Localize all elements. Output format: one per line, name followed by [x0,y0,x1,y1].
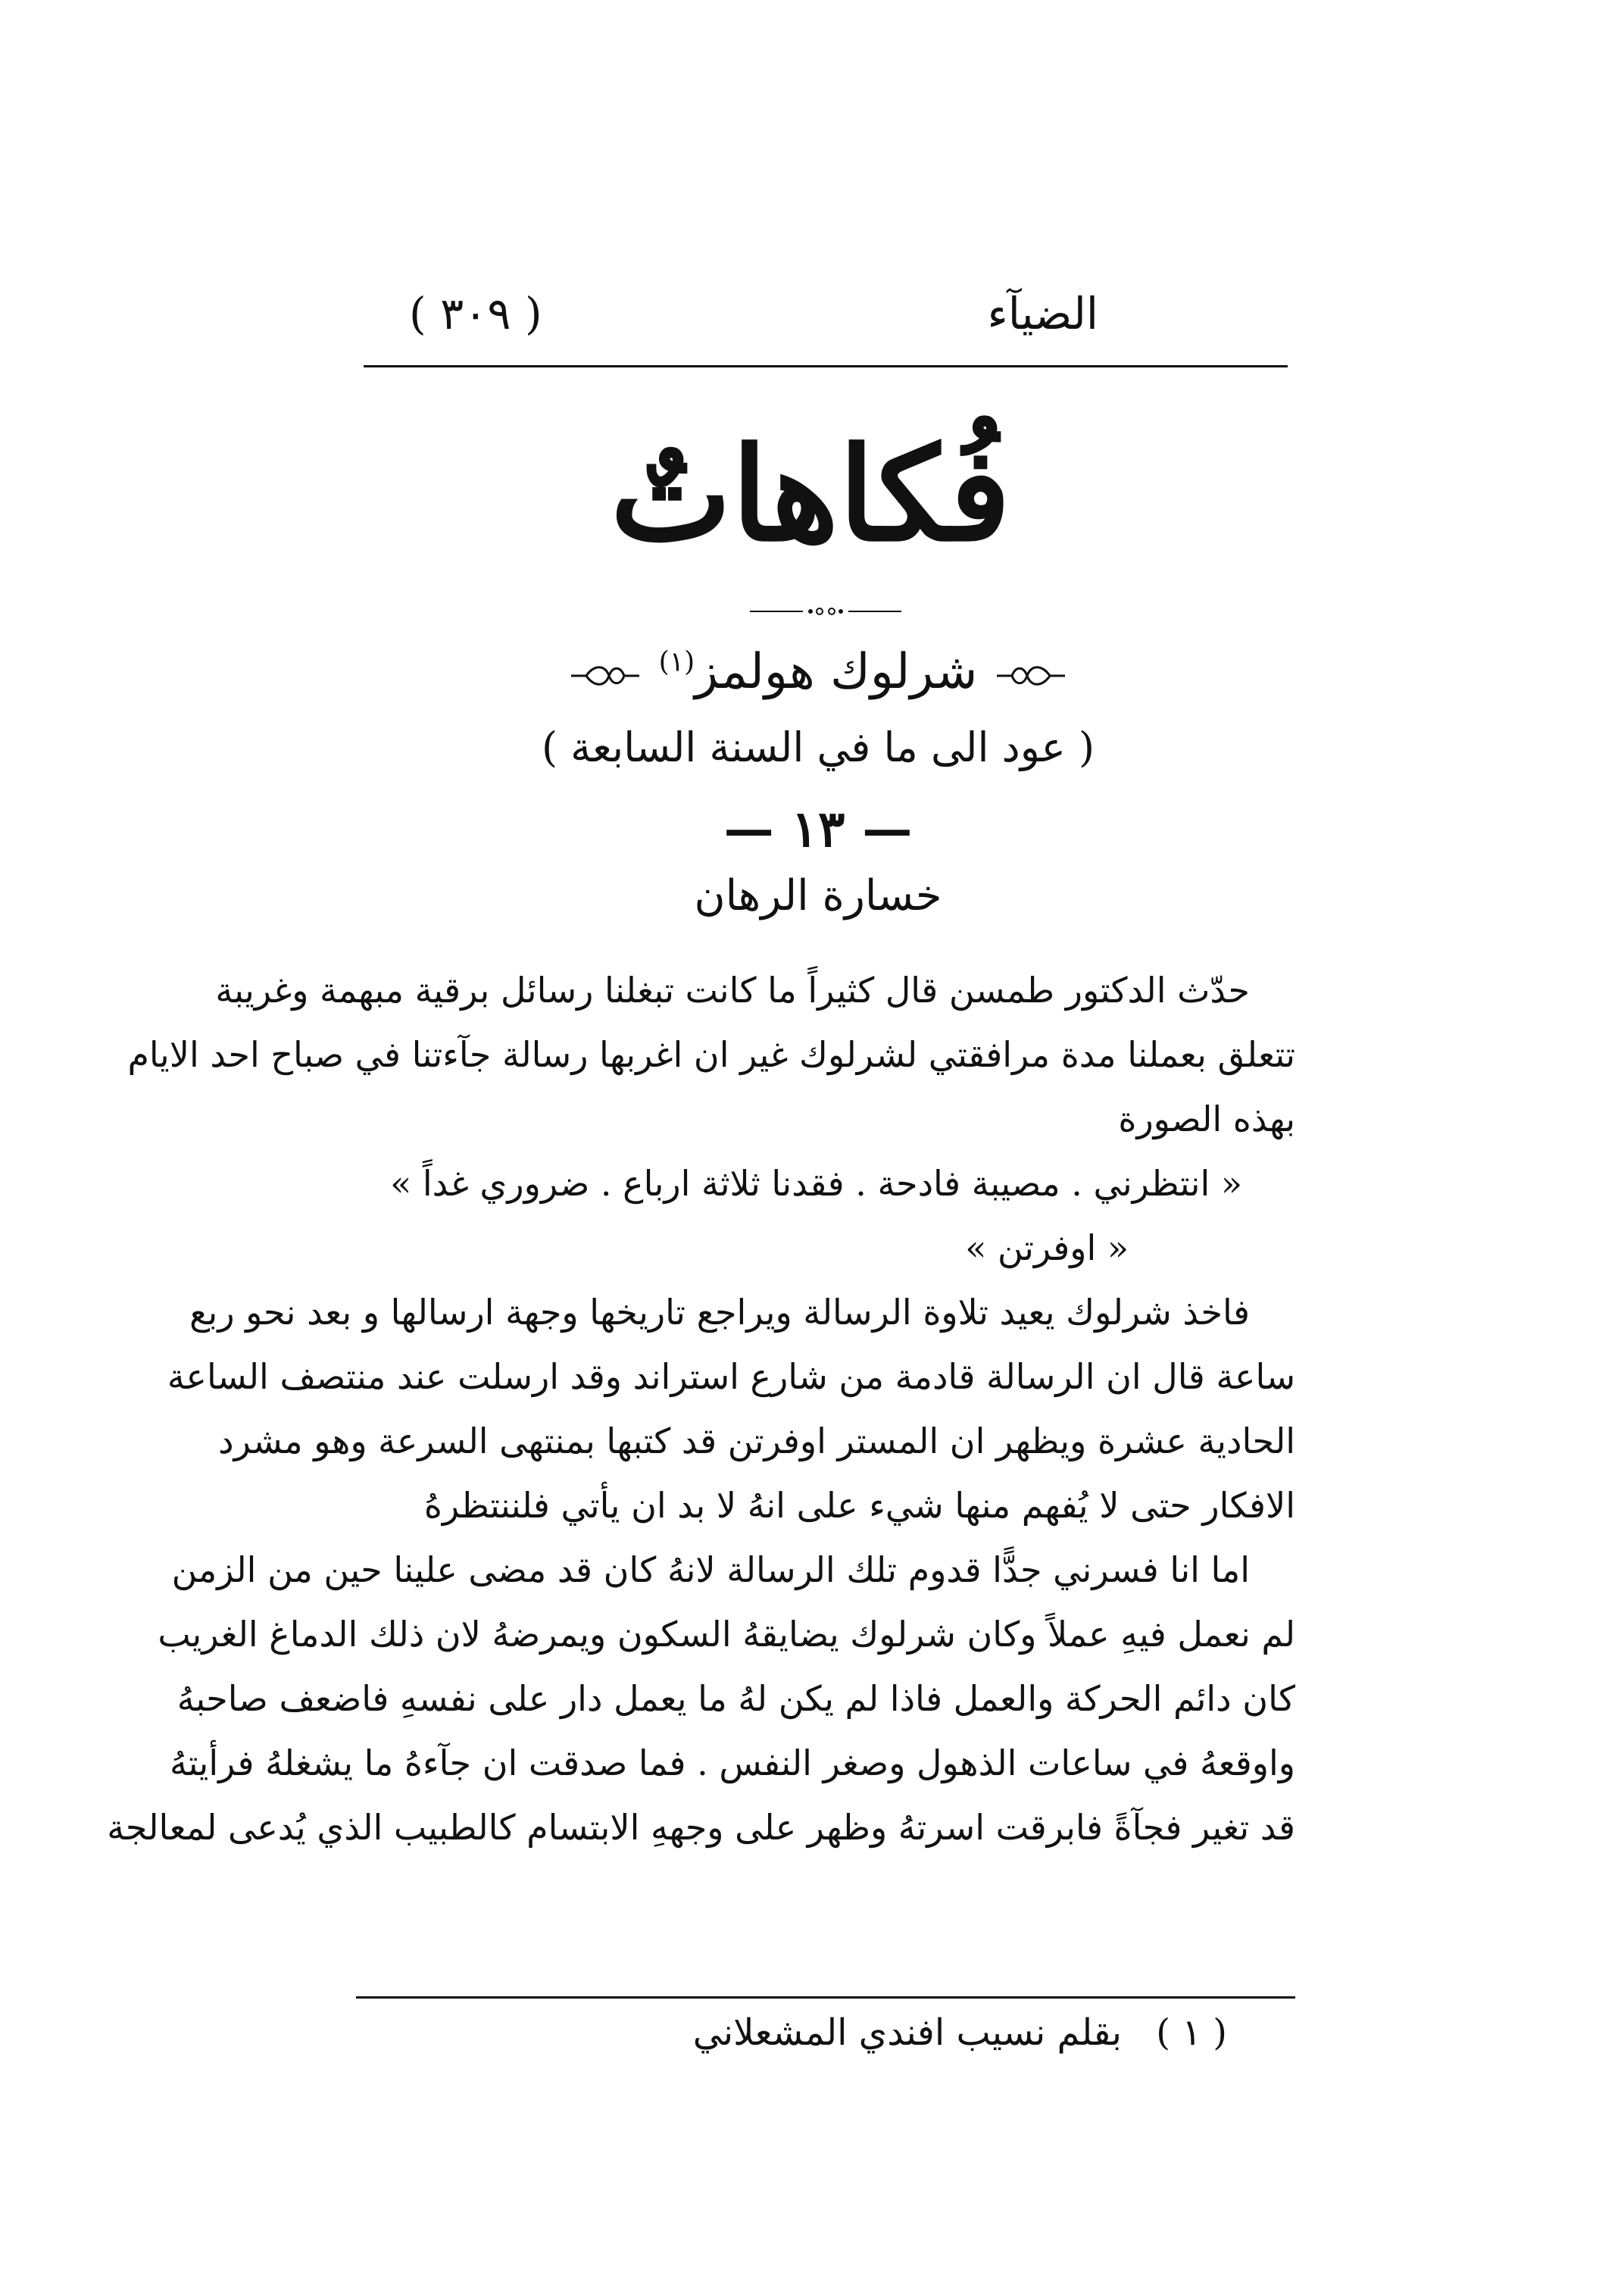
footnote [682,2011,1227,2054]
text-line: الافكار حتى لا يُفهم منها شيء على انهُ لا بد ان يأتي فلننتظرهُ [423,1485,1295,1526]
text-line: قد تغير فجآةً فابرقت اسرتهُ وظهر على وجههِ الابتسام كالطبيب الذي يُدعى لمعالجة [107,1807,1295,1848]
page-number: ( ٣٠٩ ) [409,288,542,339]
chapter-number: — ١٣ — [723,799,913,858]
running-header [364,288,1288,371]
telegram-signature: « اوفرتن » [965,1227,1129,1268]
text-line: كان دائم الحركة والعمل فاذا لم يكن لهُ ما يعمل دار على نفسهِ فاضعف صاحبهُ [176,1678,1295,1719]
body-text [107,958,1295,1860]
text-line: بهذه الصورة [1118,1099,1295,1139]
story-title-row [530,644,1106,700]
running-title: الضيآء [987,288,1098,339]
chapter-title: خسارة الرهان [694,871,942,920]
text-line: الحادية عشرة ويظهر ان المستر اوفرتن قد كتبها بمنتهى السرعة وهو مشرد [218,1421,1295,1461]
footnote-reference: (١) [658,646,695,678]
footnote-marker: ( ١ ) [1156,2011,1227,2054]
text-line: ساعة قال ان الرسالة قادمة من شارع استراند وقد ارسلت عند منتصف الساعة [167,1356,1295,1397]
footnote-text: بقلم نسيب افندي المشعلاني [692,2011,1122,2054]
footnote-rule [356,1996,1295,1999]
text-line: اما انا فسرني جدًّا قدوم تلك الرسالة لانهُ كان قد مضى علينا حين من الزمن [171,1549,1250,1590]
text-line: تتعلق بعملنا مدة مرافقتي لشرلوك غير ان اغربها رسالة جآءتنا في صباح احد الايام [127,1034,1295,1075]
text-line: لم نعمل فيهِ عملاً وكان شرلوك يضايقهُ السكون ويمرضهُ لان ذلك الدماغ الغريب [158,1614,1295,1655]
text-line: حدّث الدكتور طمسن قال كثيراً ما كانت تبغلنا رسائل برقية مبهمة وغريبة [215,970,1250,1011]
ornament-divider-icon [750,606,901,617]
flourish-right-icon [993,657,1069,695]
text-line: واوقعهُ في ساعات الذهول وصغر النفس . فما صدقت ان جآءهُ ما يشغلهُ فرأيتهُ [169,1742,1295,1783]
text-line: فاخذ شرلوك يعيد تلاوة الرسالة ويراجع تاريخها وجهة ارسالها و بعد نحو ربع [189,1292,1250,1333]
header-rule [364,365,1288,367]
flourish-left-icon [567,657,643,695]
section-banner: فُكاهاتٌ [610,419,1011,570]
story-subtitle: ( عود الى ما في السنة السابعة ) [541,724,1095,771]
telegram-text: « انتظرني . مصيبة فادحة . فقدنا ثلاثة ارباع . ضروري غداً » [390,1163,1242,1204]
story-title: شرلوك هولمز [695,644,978,700]
